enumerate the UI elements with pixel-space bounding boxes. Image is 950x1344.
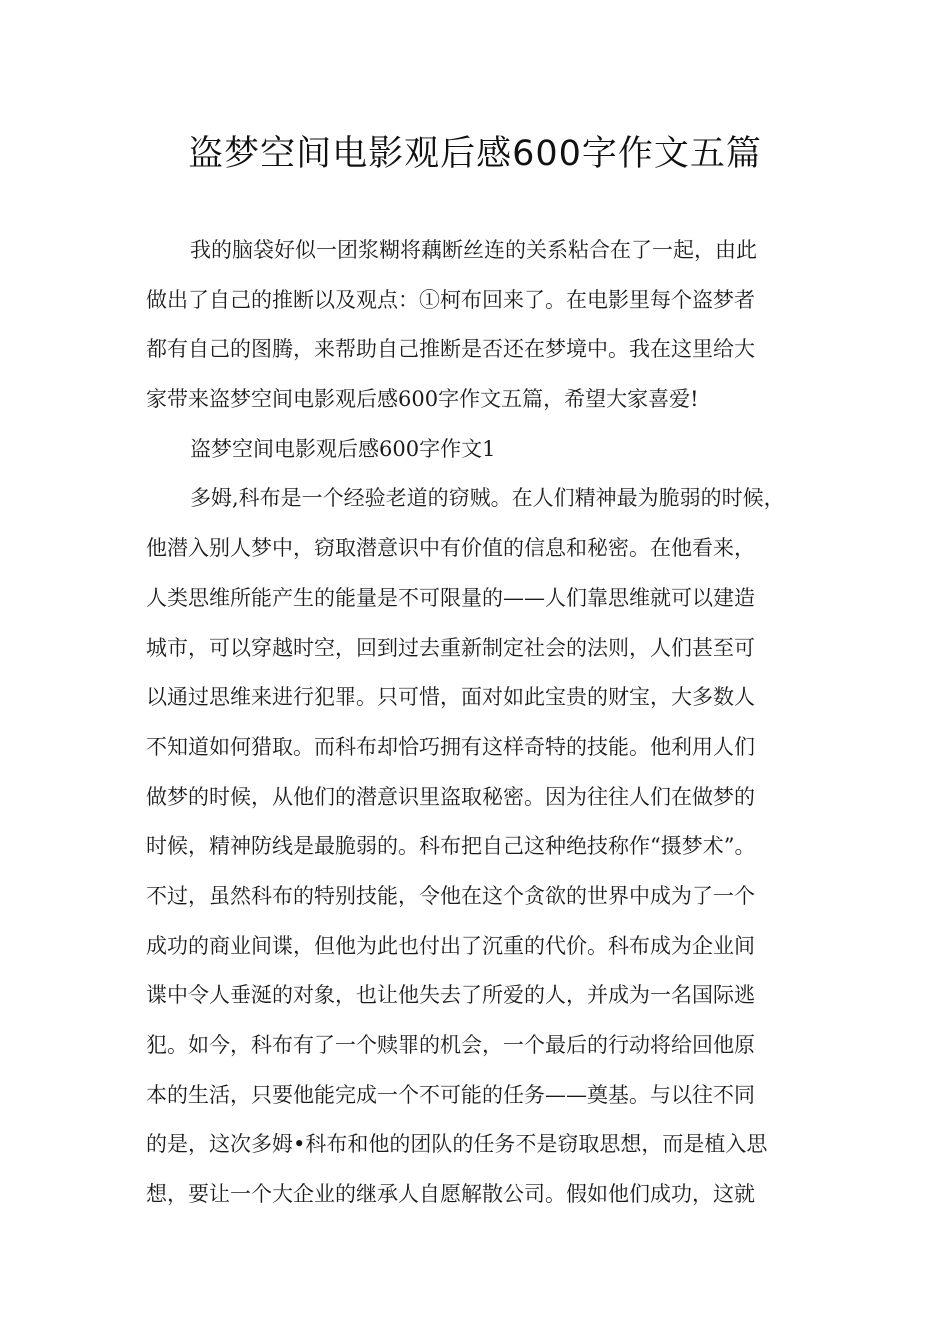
paragraph-line: 以通过思维来进行犯罪。只可惜，面对如此宝贵的财宝，大多数人 xyxy=(146,685,755,710)
paragraph-line: 人类思维所能产生的能量是不可限量的——人们靠思维就可以建造 xyxy=(146,585,755,610)
paragraph-line-intro-3: 都有自己的图腾，来帮助自己推断是否还在梦境中。我在这里给大 xyxy=(146,337,755,362)
paragraph-line: 犯。如今，科布有了一个赎罪的机会，一个最后的行动将给回他原 xyxy=(146,1033,755,1057)
paragraph-line: 不知道如何猎取。而科布却恰巧拥有这样奇特的技能。他利用人们 xyxy=(146,734,755,759)
document-body xyxy=(146,226,826,1220)
paragraph-line: 多姆,科布是一个经验老道的窃贼。在人们精神最为脆弱的时候， xyxy=(190,486,785,511)
paragraph-line: 的是，这次多姆•科布和他的团队的任务不是窃取思想，而是植入思 xyxy=(146,1132,768,1157)
paragraph-line: 不过，虽然科布的特别技能，令他在这个贪欲的世界中成为了一个 xyxy=(146,883,755,908)
paragraph-line: 他潜入别人梦中，窃取潜意识中有价值的信息和秘密。在他看来， xyxy=(146,536,755,561)
paragraph-line: 成功的商业间谍，但他为此也付出了沉重的代价。科布成为企业间 xyxy=(146,933,755,958)
paragraph-line: 做梦的时候，从他们的潜意识里盗取秘密。因为往往人们在做梦的 xyxy=(146,784,755,809)
paragraph-line-intro-1: 我的脑袋好似一团浆糊将藕断丝连的关系粘合在了一起，由此 xyxy=(190,238,757,262)
paragraph-line: 谍中令人垂涎的对象，也让他失去了所爱的人，并成为一名国际逃 xyxy=(146,983,755,1008)
section-heading-essay-1: 盗梦空间电影观后感600字作文1 xyxy=(190,436,496,461)
paragraph-line: 城市，可以穿越时空，回到过去重新制定社会的法则，人们甚至可 xyxy=(146,635,755,660)
paragraph-line: 本的生活，只要他能完成一个不可能的任务——奠基。与以往不同 xyxy=(146,1082,755,1107)
paragraph-line-intro-2: 做出了自己的推断以及观点：①柯布回来了。在电影里每个盗梦者 xyxy=(146,287,755,312)
document-title: 盗梦空间电影观后感600字作文五篇 xyxy=(188,134,762,174)
paragraph-line-intro-4: 家带来盗梦空间电影观后感600字作文五篇，希望大家喜爱! xyxy=(146,387,699,412)
paragraph-line: 想，要让一个大企业的继承人自愿解散公司。假如他们成功，这就 xyxy=(146,1182,755,1207)
paragraph-line: 时候，精神防线是最脆弱的。科布把自己这种绝技称作“摄梦术”。 xyxy=(146,834,756,859)
